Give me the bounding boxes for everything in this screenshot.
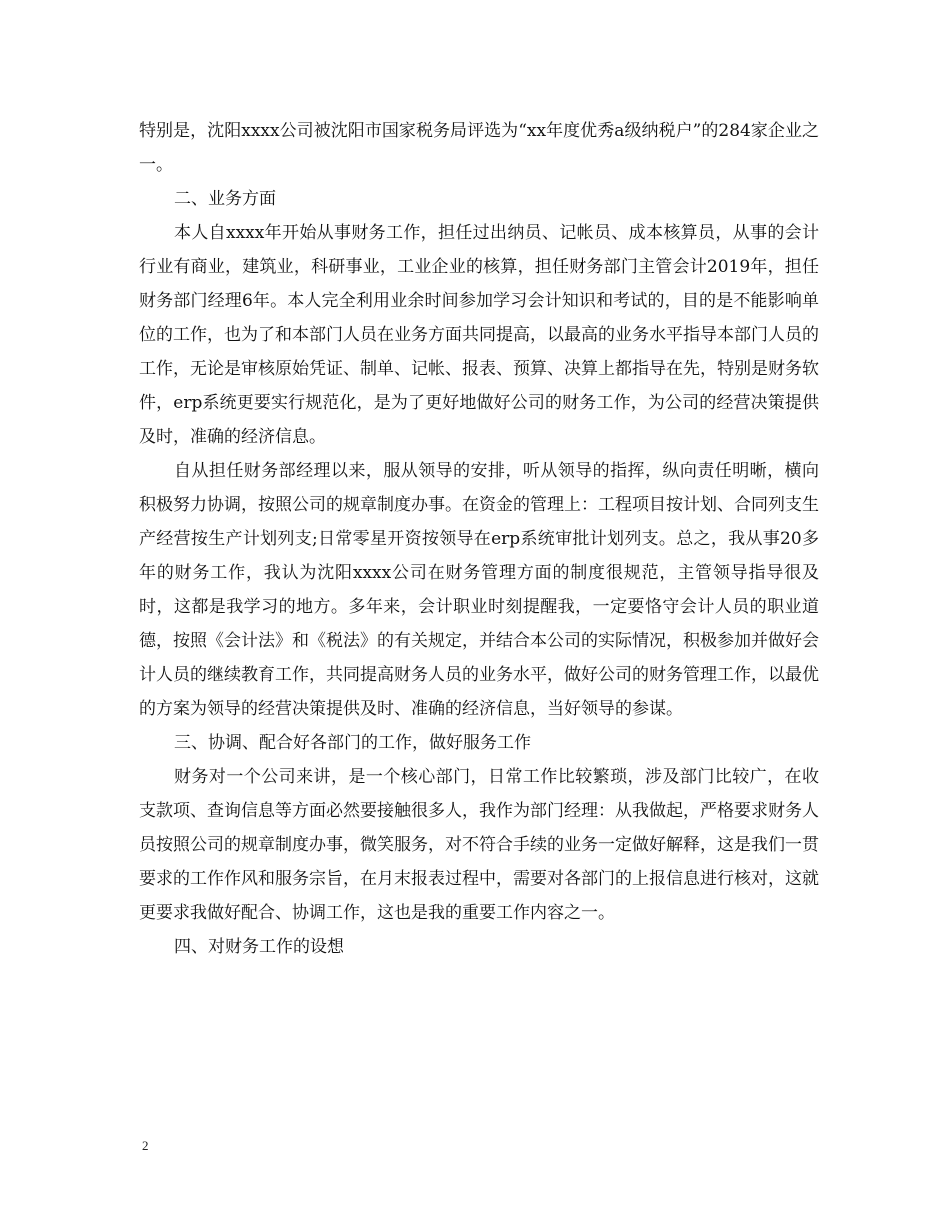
paragraph-manager-duties: 自从担任财务部经理以来，服从领导的安排，听从领导的指挥，纵向责任明晰，横向积极努力协调，按照公司的规章制度办事。在资金的管理上：工程项目按计划、合同列支生产经营按生产计划列支;日常零星开资按领导在erp系统审批计划列支。总之，我从事20多年的财务工作，我认为沈阳xxxx公司在财务管理方面的制度很规范，主管领导指导很及时，这都是我学习的地方。多年来，会计职业时刻提醒我，一定要恪守会计人员的职业道德，按照《会计法》和《税法》的有关规定，并结合本公司的实际情况，积极参加并做好会计人员的继续教育工作，共同提高财务人员的业务水平，做好公司的财务管理工作，以最优的方案为领导的经营决策提供及时、准确的经济信息，当好领导的参谋。 [139,461,819,719]
paragraph-coordination: 财务对一个公司来讲，是一个核心部门，日常工作比较繁琐，涉及部门比较广，在收支款项、查询信息等方面必然要接触很多人，我作为部门经理：从我做起，严格要求财务人员按照公司的规章制度办事，微笑服务，对不符合手续的业务一定做好解释，这是我们一贯要求的工作作风和服务宗旨，在月末报表过程中，需要对各部门的上报信息进行核对，这就更要求我做好配合、协调工作，这也是我的重要工作内容之一。 [139,767,819,923]
page-number: 2 [142,1138,149,1153]
section-heading-business: 二、业务方面 [174,189,276,209]
section-heading-plans: 四、对财务工作的设想 [174,937,344,957]
document-body [139,114,819,964]
paragraph-business-experience: 本人自xxxx年开始从事财务工作，担任过出纳员、记帐员、成本核算员，从事的会计行业有商业，建筑业，科研事业，工业企业的核算，担任财务部门主管会计2019年，担任财务部门经理6年。本人完全利用业余时间参加学习会计知识和考试的，目的是不能影响单位的工作，也为了和本部门人员在业务方面共同提高，以最高的业务水平指导本部门人员的工作，无论是审核原始凭证、制单、记帐、报表、预算、决算上都指导在先，特别是财务软件，erp系统更要实行规范化，是为了更好地做好公司的财务工作，为公司的经营决策提供及时，准确的经济信息。 [139,223,819,447]
paragraph-continuation: 特别是，沈阳xxxx公司被沈阳市国家税务局评选为“xx年度优秀a级纳税户”的284家企业之一。 [139,121,819,175]
section-heading-coordination: 三、协调、配合好各部门的工作，做好服务工作 [174,733,531,753]
